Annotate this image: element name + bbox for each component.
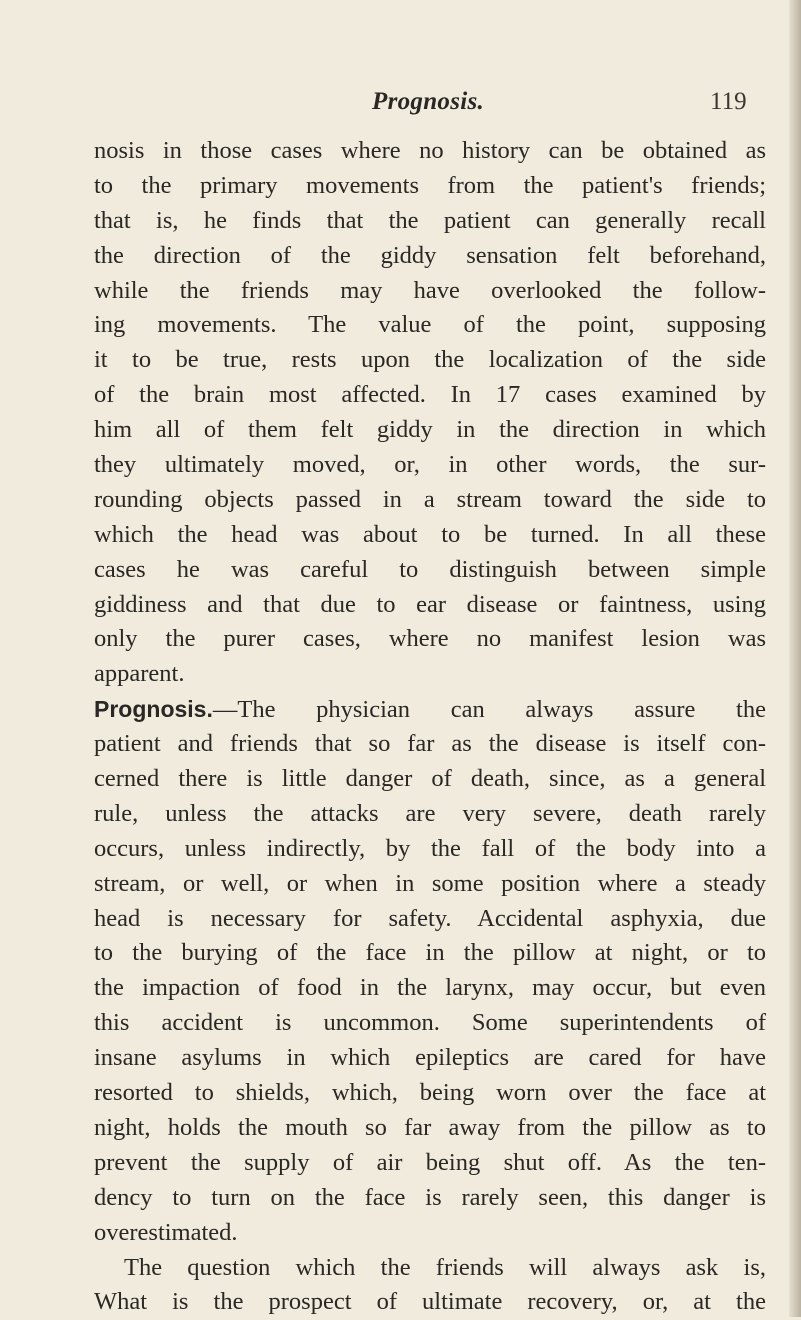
text-line: patient and friends that so far as the disease is itself con- [94,730,766,758]
text-line: to the burying of the face in the pillow at night, or to [94,939,766,967]
text-line: the direction of the giddy sensation felt beforehand, [94,241,766,269]
text-line: this accident is uncommon. Some superintendents of [94,1009,766,1037]
text-line [94,692,766,727]
text-line: cases he was careful to distinguish between simple [94,555,766,583]
text-line: dency to turn on the face is rarely seen, this danger is [94,1183,766,1211]
text-line: apparent. [94,660,185,688]
text-line: which the head was about to be turned. In all these [94,520,766,548]
text-line: it to be true, rests upon the localization of the side [94,346,766,374]
text-line: What is the prospect of ultimate recovery, or, at the [94,1288,766,1316]
text-line: they ultimately moved, or, in other words, the sur- [94,451,766,479]
text-line: rounding objects passed in a stream toward the side to [94,485,766,513]
text-line: resorted to shields, which, being worn over the face at [94,1079,766,1107]
text-line: occurs, unless indirectly, by the fall of the body into a [94,834,766,862]
text-line: overestimated. [94,1218,238,1246]
text-line: head is necessary for safety. Accidental asphyxia, due [94,904,766,932]
text-line: while the friends may have overlooked the follow- [94,276,766,304]
text-line: only the purer cases, where no manifest lesion was [94,625,766,653]
body-text [94,134,766,1320]
page-number: 119 [710,88,747,115]
text-line: that is, he finds that the patient can generally recall [94,206,766,234]
text-line: giddiness and that due to ear disease or faintness, using [94,590,766,618]
text-line: stream, or well, or when in some position where a steady [94,869,766,897]
text-line: the impaction of food in the larynx, may occur, but even [94,974,766,1002]
text-line: rule, unless the attacks are very severe, death rarely [94,799,766,827]
text-span: —The physician can always assure the [212,696,766,724]
text-line: nosis in those cases where no history can be obtained as [94,137,766,164]
section-heading: Prognosis. [94,696,213,723]
text-line: The question which the friends will always ask is, [124,1253,766,1281]
text-line: prevent the supply of air being shut off. As the ten- [94,1148,766,1176]
page-header [0,88,801,122]
page-edge-shadow [789,0,801,1317]
text-line: night, holds the mouth so far away from the pillow as to [94,1113,766,1141]
text-line: to the primary movements from the patient's friends; [94,171,766,199]
text-line: him all of them felt giddy in the direction in which [94,416,766,444]
text-line: insane asylums in which epileptics are cared for have [94,1044,766,1072]
text-line: cerned there is little danger of death, since, as a general [94,765,766,793]
text-line: of the brain most affected. In 17 cases examined by [94,381,766,409]
text-line: ing movements. The value of the point, supposing [94,311,766,339]
running-head: Prognosis. [372,88,485,115]
